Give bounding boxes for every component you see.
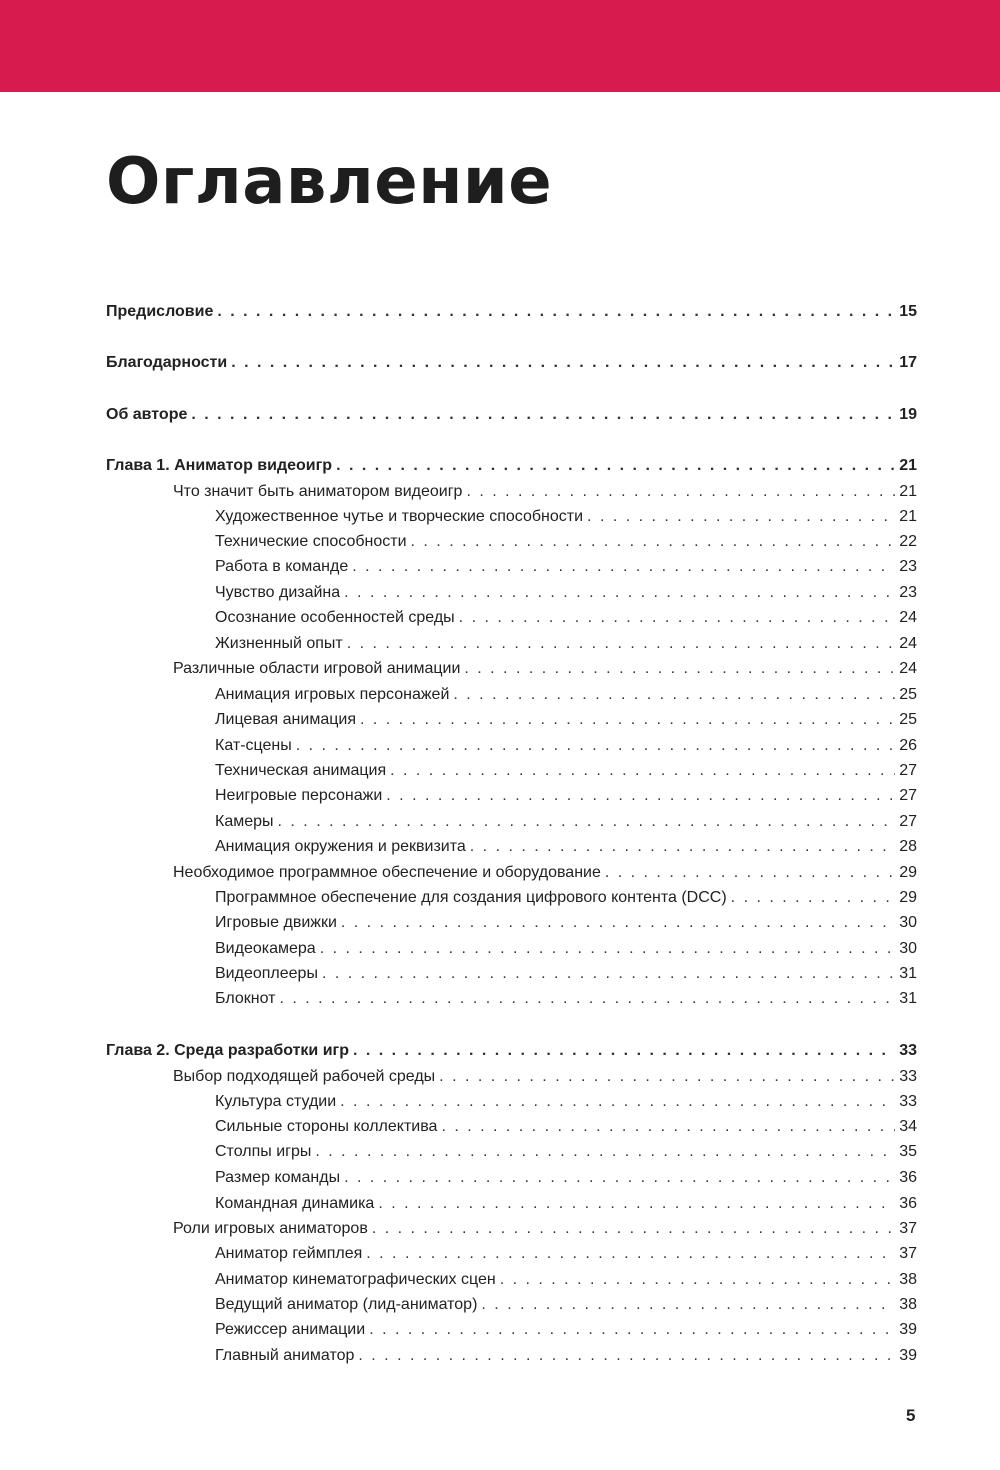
toc-page: 38 [899, 1296, 917, 1313]
toc-subsection[interactable] [215, 1092, 917, 1112]
toc-label: Что значит быть аниматором видеоигр [173, 483, 463, 500]
toc-page: 33 [899, 1068, 917, 1085]
toc-subsection[interactable] [215, 913, 917, 933]
toc-label: Кат-сцены [215, 737, 292, 754]
toc-label: Анимация игровых персонажей [215, 686, 450, 703]
toc-page: 37 [899, 1220, 917, 1237]
toc-page: 24 [899, 635, 917, 652]
toc-label: Сильные стороны коллектива [215, 1118, 438, 1135]
toc-page: 37 [899, 1245, 917, 1262]
toc-label: Размер команды [215, 1169, 341, 1186]
toc-page: 19 [899, 406, 917, 423]
toc-page: 25 [899, 686, 917, 703]
toc-label: Различные области игровой анимации [173, 660, 461, 677]
toc-label: Блокнот [215, 990, 276, 1007]
toc-page: 30 [899, 940, 917, 957]
toc-subsection[interactable] [215, 1244, 917, 1264]
toc-label: Техническая анимация [215, 762, 387, 779]
toc-label: Необходимое программное обеспечение и оборудование [173, 864, 601, 881]
toc-page: 26 [899, 737, 917, 754]
toc-label: Роли игровых аниматоров [173, 1220, 368, 1237]
toc-section[interactable] [173, 1067, 917, 1087]
toc-label: Командная динамика [215, 1195, 375, 1212]
toc-label: Игровые движки [215, 914, 337, 931]
toc-label: Предисловие [106, 303, 214, 320]
toc-section[interactable] [173, 1219, 917, 1239]
toc-chapter-2[interactable] [106, 1041, 917, 1061]
toc-subsection[interactable] [215, 761, 917, 781]
toc-entry-acknowledgements[interactable] [106, 353, 917, 373]
toc-page: 33 [899, 1093, 917, 1110]
toc-label: Анимация окружения и реквизита [215, 838, 466, 855]
toc-page: 17 [899, 354, 917, 371]
page-title: Оглавление [106, 145, 553, 219]
toc-label: Ведущий аниматор (лид-аниматор) [215, 1296, 478, 1313]
toc-page: 38 [899, 1271, 917, 1288]
toc-page: 24 [899, 660, 917, 677]
toc-label: Неигровые персонажи [215, 787, 383, 804]
toc-subsection[interactable] [215, 1194, 917, 1214]
toc-label: Культура студии [215, 1093, 337, 1110]
toc-label: Глава 2. Среда разработки игр [106, 1042, 349, 1059]
toc-subsection[interactable] [215, 1320, 917, 1340]
toc-label: Глава 1. Аниматор видеоигр [106, 457, 333, 474]
toc-subsection[interactable] [215, 964, 917, 984]
toc-entry-preface[interactable] [106, 302, 917, 322]
toc-section[interactable] [173, 659, 917, 679]
toc-subsection[interactable] [215, 685, 917, 705]
toc-entry-about-author[interactable] [106, 405, 917, 425]
toc-subsection[interactable] [215, 989, 917, 1009]
toc-subsection[interactable] [215, 812, 917, 832]
toc-subsection[interactable] [215, 939, 917, 959]
toc-subsection[interactable] [215, 634, 917, 654]
toc-page: 29 [899, 864, 917, 881]
toc-label: Технические способности [215, 533, 407, 550]
toc-label: Видеоплееры [215, 965, 318, 982]
toc-page: 31 [899, 990, 917, 1007]
toc-page: 21 [899, 457, 917, 474]
toc-subsection[interactable] [215, 888, 917, 908]
toc-section[interactable] [173, 482, 917, 502]
toc-subsection[interactable] [215, 1168, 917, 1188]
toc-subsection[interactable] [215, 583, 917, 603]
toc-page: 29 [899, 889, 917, 906]
toc-subsection[interactable] [215, 608, 917, 628]
toc-label: Программное обеспечение для создания цифрового контента (DCC) [215, 889, 727, 906]
toc-label: Столпы игры [215, 1143, 312, 1160]
toc-subsection[interactable] [215, 507, 917, 527]
toc-subsection[interactable] [215, 1295, 917, 1315]
toc-page: 27 [899, 762, 917, 779]
toc-page: 24 [899, 609, 917, 626]
toc-page: 23 [899, 558, 917, 575]
toc-subsection[interactable] [215, 1346, 917, 1366]
toc-page: 30 [899, 914, 917, 931]
toc-subsection[interactable] [215, 557, 917, 577]
toc-label: Камеры [215, 813, 274, 830]
toc-subsection[interactable] [215, 710, 917, 730]
toc-label: Жизненный опыт [215, 635, 343, 652]
toc-page: 28 [899, 838, 917, 855]
toc-label: Художественное чутье и творческие способности [215, 508, 584, 525]
toc-label: Работа в команде [215, 558, 349, 575]
toc-page: 31 [899, 965, 917, 982]
toc-page: 34 [899, 1118, 917, 1135]
toc-label: Видеокамера [215, 940, 316, 957]
toc-label: Чувство дизайна [215, 584, 341, 601]
toc-page: 36 [899, 1169, 917, 1186]
toc-page: 21 [899, 483, 917, 500]
toc-page: 35 [899, 1143, 917, 1160]
toc-label: Осознание особенностей среды [215, 609, 455, 626]
toc-subsection[interactable] [215, 1117, 917, 1137]
toc-section[interactable] [173, 863, 917, 883]
toc-label: Лицевая анимация [215, 711, 356, 728]
toc-label: Режиссер анимации [215, 1321, 366, 1338]
toc-page: 15 [899, 303, 917, 320]
toc-page: 23 [899, 584, 917, 601]
toc-chapter-1[interactable] [106, 456, 917, 476]
toc-subsection[interactable] [215, 736, 917, 756]
toc-subsection[interactable] [215, 786, 917, 806]
toc-subsection[interactable] [215, 1270, 917, 1290]
toc-page: 33 [899, 1042, 917, 1059]
toc-page: 27 [899, 787, 917, 804]
toc-page: 27 [899, 813, 917, 830]
toc-subsection[interactable] [215, 532, 917, 552]
toc-page: 22 [899, 533, 917, 550]
toc-label: Аниматор геймплея [215, 1245, 363, 1262]
toc-label: Об авторе [106, 406, 188, 423]
toc-subsection[interactable] [215, 837, 917, 857]
toc-label: Аниматор кинематографических сцен [215, 1271, 496, 1288]
toc-page: 36 [899, 1195, 917, 1212]
page-number: 5 [906, 1406, 916, 1425]
toc-subsection[interactable] [215, 1142, 917, 1162]
toc-page: 25 [899, 711, 917, 728]
toc-label: Благодарности [106, 354, 228, 371]
toc-label: Главный аниматор [215, 1347, 355, 1364]
toc-page: 39 [899, 1321, 917, 1338]
toc-page: 39 [899, 1347, 917, 1364]
toc-page: 21 [899, 508, 917, 525]
toc-label: Выбор подходящей рабочей среды [173, 1068, 436, 1085]
